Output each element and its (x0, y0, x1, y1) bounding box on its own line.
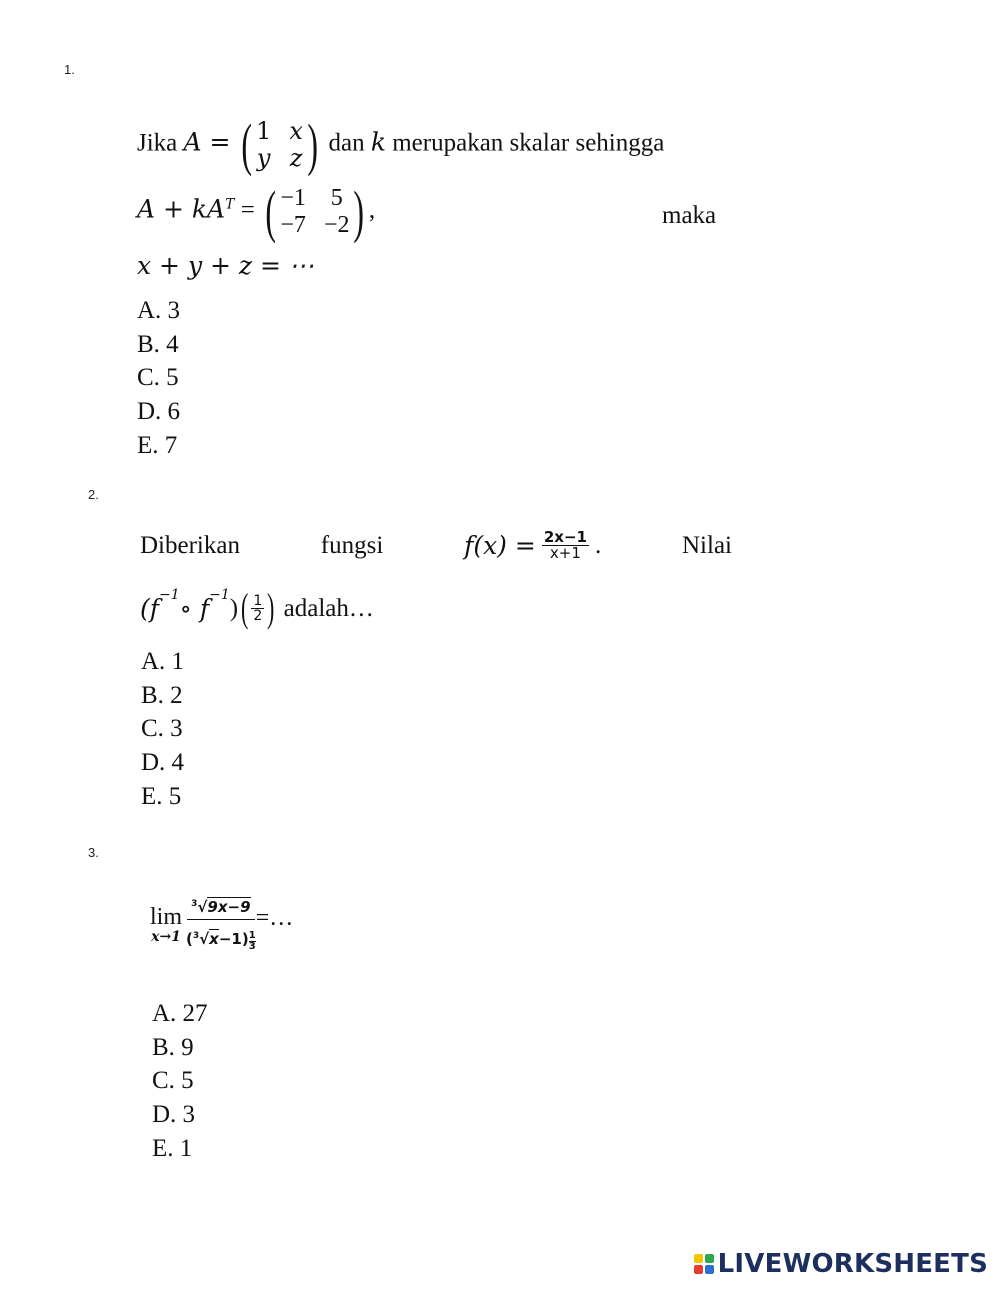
q3-den-open: ( (186, 930, 193, 948)
matrix-b-cell: −2 (323, 212, 350, 238)
q2-num: 2x−1 (543, 528, 587, 546)
option[interactable]: D. 4 (141, 749, 185, 777)
option[interactable]: C. 5 (137, 364, 179, 392)
q2-den: x+1 (549, 544, 581, 562)
question-2-line-2: (f $^{-1}$ ∘ f $^{-1}$ ) ( $\frac{1}{2}$ ) adalah… (140, 585, 374, 630)
q3-denominator: ($^3$√x−1) $\frac{1}{3}$ (186, 930, 256, 952)
option[interactable]: C. 3 (141, 715, 183, 743)
matrix-b-cell: 5 (330, 185, 343, 211)
liveworksheets-logo[interactable] (694, 1249, 988, 1279)
q1-maka: maka (662, 202, 717, 229)
matrix-a-cell: 1 (256, 117, 272, 145)
option[interactable]: A. 1 (141, 648, 185, 675)
q2-fx: f(x) = (464, 531, 536, 560)
q3-numerator: $^3$√9x−9 (187, 898, 254, 920)
q2-sup1: −1 (159, 587, 180, 603)
logo-square (694, 1265, 703, 1274)
matrix-b: ( −1 5 −7 −2 ) (265, 178, 365, 244)
question-1-line-2 (137, 178, 376, 244)
q2-half-num: 1 (253, 592, 263, 609)
q2-fungsi: fungsi (320, 532, 384, 559)
q1-eq: = (240, 196, 255, 224)
matrix-a-cell: z (289, 144, 303, 172)
q1-k: k (370, 127, 386, 157)
q2-nilai: Nilai (682, 532, 732, 559)
q3-exponent (249, 931, 256, 952)
q2-adalah: adalah… (283, 594, 374, 622)
question-1-options (137, 294, 180, 462)
question-2-line-1 (140, 530, 732, 561)
logo-square (705, 1265, 714, 1274)
option[interactable]: E. 7 (137, 431, 178, 459)
q2-half (251, 594, 264, 623)
q1-jika: Jika (137, 129, 178, 157)
question-3-options (152, 997, 208, 1165)
question-3-expression (150, 898, 293, 952)
logo-square (705, 1254, 714, 1263)
q3-fraction (186, 898, 256, 952)
option[interactable]: B. 9 (152, 1033, 194, 1061)
q2-function (464, 530, 601, 561)
q2-close: ) (229, 594, 239, 622)
option[interactable]: E. 1 (152, 1134, 193, 1162)
q2-comp: (f (140, 593, 160, 623)
matrix-a-cell: y (256, 144, 271, 172)
logo-mark-icon (694, 1254, 714, 1274)
q3-den-tail: −1) (218, 930, 249, 948)
option[interactable]: A. 27 (152, 1000, 208, 1027)
question-number: 2. (88, 487, 99, 502)
q1-sup: T (225, 196, 235, 213)
q3-num: 9x−9 (207, 898, 251, 916)
option[interactable]: D. 6 (137, 398, 181, 426)
q3-root-index: 3 (191, 899, 198, 909)
question-2-options (141, 645, 184, 813)
q3-lim: lim (150, 903, 183, 930)
option[interactable]: B. 4 (137, 330, 179, 358)
question-number: 3. (88, 845, 99, 860)
logo-text: LIVEWORKSHEETS (717, 1249, 988, 1279)
q2-fraction (542, 530, 589, 561)
q2-half-den: 2 (253, 607, 263, 624)
q2-sup2: −1 (209, 587, 230, 603)
question-1-line-1 (137, 111, 665, 177)
option[interactable]: B. 2 (141, 681, 183, 709)
q2-dot: . (594, 532, 602, 559)
logo-square (694, 1254, 703, 1263)
q1-ask: x + y + z = ⋯ (137, 251, 314, 280)
matrix-a: ( 1 x y z ) (241, 111, 318, 177)
q1-tail: merupakan skalar sehingga (392, 129, 665, 157)
matrix-a-cell: x (289, 117, 303, 145)
option[interactable]: C. 5 (152, 1067, 194, 1095)
q3-sub: x→1 (151, 928, 181, 945)
q1-comma: , (368, 196, 376, 224)
matrix-b-cell: −7 (280, 212, 306, 238)
q1-mid: dan (328, 129, 365, 157)
q2-diberikan: Diberikan (140, 532, 240, 559)
option[interactable]: E. 5 (141, 782, 182, 810)
q1-lhs: A + kA (137, 194, 226, 224)
q3-den-root-index: 3 (192, 931, 200, 941)
q3-limit (150, 905, 182, 946)
question-number: 1. (64, 62, 75, 77)
q3-tail: =… (255, 904, 294, 931)
q3-den-inner: x (209, 930, 219, 948)
q3-exp-den: 3 (248, 941, 256, 952)
option[interactable]: A. 3 (137, 297, 181, 324)
q3-exp-num: 1 (248, 930, 256, 941)
option[interactable]: D. 3 (152, 1101, 196, 1129)
matrix-b-cell: −1 (280, 185, 306, 211)
q1-a-eq: A = (183, 127, 231, 157)
q2-circ: ∘ f (179, 593, 210, 623)
